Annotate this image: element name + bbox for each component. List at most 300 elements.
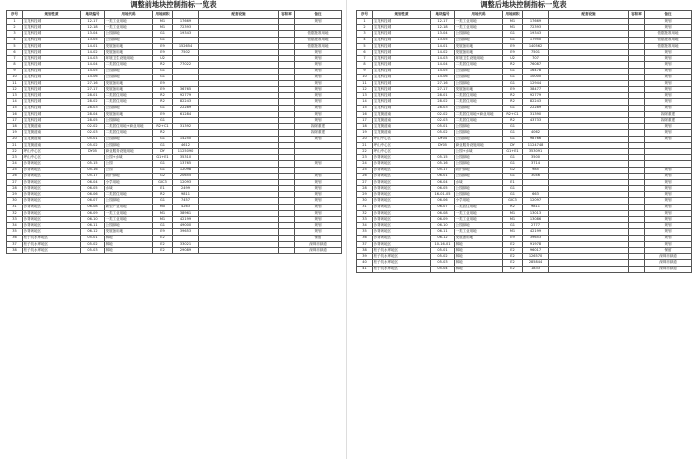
table-cell: 353091 [523, 148, 549, 154]
table-cell: 27-17 [81, 87, 105, 93]
header-cell: 序号 [7, 11, 23, 19]
table-cell: 13 [357, 93, 373, 99]
table-cell: E9 [503, 87, 523, 93]
table-cell: 规划 [645, 62, 692, 68]
table-cell: 小学用地 [105, 179, 153, 185]
table-cell: 13-05 [81, 37, 105, 43]
table-cell: 14-01 [81, 43, 105, 49]
table-cell: 公园绿地 [105, 31, 153, 37]
table-cell: 依据批准用地 [645, 43, 692, 49]
table-cell: 公园绿地 [105, 74, 153, 80]
table-cell: 15 [7, 105, 23, 111]
table-cell: 18 [357, 124, 373, 130]
table-cell: 26 [357, 173, 373, 179]
table-cell: 3500 [523, 155, 549, 161]
table-cell: E9 [503, 49, 523, 55]
table-cell: 宝龙科技城 [23, 37, 81, 43]
table-cell: 公园绿地 [455, 74, 503, 80]
table-cell: M1 [503, 19, 523, 25]
table-cell: 公园绿地 [455, 161, 503, 167]
table-cell: 42199 [173, 217, 199, 223]
table-cell: G1 [153, 74, 173, 80]
table-cell: 公园绿地 [105, 118, 153, 124]
table-cell: 4612 [173, 142, 199, 148]
table-cell: 3 [357, 31, 373, 37]
table-cell: 02-03 [431, 118, 455, 124]
table-cell: R2+C1 [153, 124, 173, 130]
table-cell: 规划 [645, 235, 692, 241]
table-cell: E1 [153, 186, 173, 192]
table-cell: 49000 [173, 223, 199, 229]
table-cell: 16 [357, 111, 373, 117]
table-cell: E9 [503, 235, 523, 241]
table-cell: 35 [7, 229, 23, 235]
table-cell: 宝龙街道南 [23, 130, 81, 136]
table-cell: 12098 [173, 167, 199, 173]
table-cell: 28-04 [81, 111, 105, 117]
table-cell: 29 [7, 192, 23, 198]
table-cell: 05-03 [81, 247, 105, 253]
table-cell: 防护绿地 [455, 167, 503, 173]
table-cell: 14-01 [431, 43, 455, 49]
table-cell: G1 [153, 105, 173, 111]
table-cell: 13-04 [431, 31, 455, 37]
table-cell: R2 [503, 62, 523, 68]
table-cell: 33021 [173, 241, 199, 247]
table-cell: R2 [503, 99, 523, 105]
table-cell: 98766 [523, 136, 549, 142]
table-cell: 宝龙科技城 [23, 80, 81, 86]
table-cell: 宝龙科技城 [373, 74, 431, 80]
table-cell: 06-04 [81, 179, 105, 185]
table-cell: 公园 [105, 167, 153, 173]
table-cell: 8 [357, 62, 373, 68]
table-cell: 05-04 [431, 266, 455, 272]
table-cell: 宝龙科技城 [373, 37, 431, 43]
before-adjustment-page [6, 0, 341, 459]
table-cell: 19 [7, 130, 23, 136]
table-cell: 二类居住用地+商业用地 [105, 124, 153, 130]
table-cell: 规划 [645, 99, 692, 105]
table-cell: 宝龙科技城 [23, 105, 81, 111]
table-cell: M1 [503, 25, 523, 31]
table-cell: 公园绿地 [455, 186, 503, 192]
table-cell: 12093 [173, 179, 199, 185]
table-cell: 发展备用地 [455, 235, 503, 241]
table-cell: 05-16 [81, 167, 105, 173]
table-cell: 15 [357, 105, 373, 111]
table-cell: 一类工业用地 [105, 19, 153, 25]
table-cell: M1 [153, 210, 173, 216]
table-cell: 沙背坜地区 [373, 179, 431, 185]
table-cell: 126570 [523, 254, 549, 260]
table-cell: G1 [153, 167, 173, 173]
table-cell: 规划 [645, 186, 692, 192]
table-cell: 27-16 [81, 80, 105, 86]
table-cell: 19343 [173, 31, 199, 37]
header-cell: 备注 [295, 11, 342, 19]
table-cell: 宝龙科技城 [373, 25, 431, 31]
table-cell: 公园绿地 [455, 37, 503, 43]
table-cell [629, 266, 645, 272]
table-cell: 发展备用地 [105, 49, 153, 55]
table-cell [549, 266, 629, 272]
table-cell: 规划 [295, 186, 342, 192]
table-cell: 规划 [645, 217, 692, 223]
table-cell: 17 [7, 118, 23, 124]
table-cell: 31390 [523, 111, 549, 117]
table-cell: 7 [357, 56, 373, 62]
table-cell: 02-02 [81, 124, 105, 130]
header-cell: 配套设施 [549, 11, 629, 19]
table-cell: 拆除重建 [645, 111, 692, 117]
table-cell: 规划 [645, 19, 692, 25]
table-cell: 沙背坜地区 [23, 179, 81, 185]
table-cell: G1 [153, 198, 173, 204]
table-cell: 11 [357, 80, 373, 86]
table-cell: 坪山中心区 [373, 142, 431, 148]
table-cell: DY04 [431, 136, 455, 142]
table-cell: 规划 [645, 80, 692, 86]
table-cell: 06-01 [431, 173, 455, 179]
table-cell: 24 [7, 161, 23, 167]
table-cell: 宝龙科技城 [23, 62, 81, 68]
table-cell: 宝龙科技城 [373, 105, 431, 111]
table-cell: E2 [153, 247, 173, 253]
table-cell: 林地 [455, 260, 503, 266]
header-cell: 规划性质 [23, 11, 81, 19]
table-cell: 松子坑水库地区 [373, 266, 431, 272]
table-cell: 28 [7, 186, 23, 192]
table-row [357, 266, 692, 272]
table-cell: 06-07 [81, 198, 105, 204]
table-cell: 规划 [295, 19, 342, 25]
header-cell: 地块编号 [431, 11, 455, 19]
table-cell: 规划 [295, 68, 342, 74]
table-cell: 31392 [173, 124, 199, 130]
table-cell: G1 [153, 31, 173, 37]
table-cell: E2 [503, 266, 523, 272]
table-cell: 宝龙街道南 [23, 124, 81, 130]
table-cell: 公园绿地 [105, 198, 153, 204]
table-cell: 06-06 [431, 198, 455, 204]
table-cell: 商业服务设施用地 [105, 148, 153, 154]
after-table-header [357, 11, 692, 19]
table-cell: 规划 [645, 136, 692, 142]
table-cell: 14250 [173, 136, 199, 142]
table-cell: 21 [357, 142, 373, 148]
table-cell: 05-02 [81, 142, 105, 148]
table-cell: 规划 [645, 68, 692, 74]
table-cell: 82243 [523, 99, 549, 105]
table-cell: 林地 [105, 235, 153, 241]
table-cell: 发展备用地 [455, 49, 503, 55]
table-cell: E9 [153, 229, 173, 235]
table-cell: 13-04 [81, 31, 105, 37]
table-cell: 285844 [523, 260, 549, 266]
table-cell: 规划 [295, 192, 342, 198]
table-cell: 宝龙科技城 [373, 62, 431, 68]
table-cell: 林地 [455, 266, 503, 272]
table-cell: 10-16-01 [431, 241, 455, 247]
table-cell: 22 [357, 148, 373, 154]
table-cell: 宝龙科技城 [373, 43, 431, 49]
table-cell: 沙背坜地区 [23, 192, 81, 198]
table-cell: 20 [7, 136, 23, 142]
table-cell: 16 [7, 111, 23, 117]
table-cell: 一类工业用地 [455, 19, 503, 25]
table-cell: 规划 [645, 229, 692, 235]
table-cell: 06-08 [81, 204, 105, 210]
table-cell: 1124748 [523, 142, 549, 148]
table-cell: 宝龙科技城 [373, 19, 431, 25]
table-cell: 宝龙科技城 [23, 43, 81, 49]
table-cell: 依据批准用地 [645, 31, 692, 37]
table-cell: 12-18 [431, 25, 455, 31]
table-cell: G1 [153, 118, 173, 124]
table-cell: G1 [503, 80, 523, 86]
table-cell: G1 [503, 68, 523, 74]
table-cell: 29 [357, 192, 373, 198]
table-cell: 05-01 [431, 124, 455, 130]
table-cell: 39653 [523, 235, 549, 241]
table-cell: 规划 [645, 124, 692, 130]
table-cell: 宝龙街道南 [373, 118, 431, 124]
table-cell: 规划 [645, 56, 692, 62]
table-cell: 76087 [523, 62, 549, 68]
table-cell: R2 [503, 93, 523, 99]
table-cell: 新型产业用地 [105, 204, 153, 210]
table-cell: 28-01 [81, 93, 105, 99]
table-cell: 保留 [645, 247, 692, 253]
table-cell: 27-17 [431, 87, 455, 93]
table-cell: 05-17 [431, 167, 455, 173]
table-cell: 1 [357, 19, 373, 25]
table-cell: G1 [503, 31, 523, 37]
table-cell: 规划 [645, 167, 692, 173]
table-cell: 公园绿地 [105, 136, 153, 142]
table-cell: DY05 [431, 142, 455, 148]
table-cell: 宝龙科技城 [23, 56, 81, 62]
table-cell: 38 [7, 247, 23, 253]
header-cell [173, 11, 199, 19]
table-cell: 规划 [295, 210, 342, 216]
table-cell: 152654 [173, 43, 199, 49]
table-cell: 公园+水域 [455, 148, 503, 154]
table-cell: 9811 [173, 192, 199, 198]
table-cell: 06-07 [431, 204, 455, 210]
table-cell: 36 [357, 235, 373, 241]
header-cell: 规划性质 [373, 11, 431, 19]
table-cell: 公园绿地 [455, 68, 503, 74]
table-cell: 05-03 [431, 260, 455, 266]
table-cell: G1 [153, 223, 173, 229]
table-cell: M0 [153, 204, 173, 210]
table-cell: 依据批准用地 [645, 37, 692, 43]
table-cell: 沙背坜地区 [373, 241, 431, 247]
table-cell: 发展备用地 [105, 80, 153, 86]
table-cell: E9 [153, 87, 173, 93]
table-cell: 公园绿地 [455, 31, 503, 37]
table-cell: 宝龙科技城 [373, 87, 431, 93]
table-cell: 06-12 [431, 235, 455, 241]
table-cell: 39 [357, 254, 373, 260]
table-cell: 发展备用地 [455, 87, 503, 93]
table-cell: G1 [503, 186, 523, 192]
table-cell: 4 [357, 37, 373, 43]
table-cell: 规划 [295, 111, 342, 117]
table-cell: GIC3 [153, 179, 173, 185]
table-cell: 水域 [105, 186, 153, 192]
table-cell: 规划 [295, 136, 342, 142]
table-cell: 公园绿地 [455, 192, 503, 198]
table-cell: 06-08 [431, 210, 455, 216]
table-cell: 发展备用地 [105, 229, 153, 235]
table-cell: 宝龙科技城 [373, 68, 431, 74]
table-cell: 7502 [173, 49, 199, 55]
table-cell: 规划 [645, 192, 692, 198]
table-cell: R2 [153, 130, 173, 136]
table-cell: 29089 [173, 247, 199, 253]
header-cell [523, 11, 549, 19]
table-cell: 14-02 [81, 49, 105, 55]
table-cell: 25 [357, 167, 373, 173]
page-divider [346, 0, 347, 459]
table-cell: 12-17 [81, 19, 105, 25]
table-cell: 商业服务设施用地 [455, 142, 503, 148]
table-cell: E2 [503, 247, 523, 253]
table-cell: 二类居住用地 [455, 62, 503, 68]
table-cell: 宝龙街道南 [373, 124, 431, 130]
table-cell: 2 [357, 25, 373, 31]
table-cell: 宝龙科技城 [23, 74, 81, 80]
table-cell: 06-10 [431, 223, 455, 229]
table-cell: 宝龙科技城 [23, 19, 81, 25]
table-cell: 05-15 [431, 155, 455, 161]
before-table-title: 调整前地块控制指标一览表 [130, 0, 217, 9]
table-cell: 7457 [173, 198, 199, 204]
table-cell: R2 [503, 118, 523, 124]
table-cell: 规划 [645, 130, 692, 136]
table-cell: G1 [153, 161, 173, 167]
table-cell: 深圳市绿道 [645, 260, 692, 266]
table-cell: 33 [7, 217, 23, 223]
table-cell: 24 [357, 161, 373, 167]
table-cell: 宝龙科技城 [23, 118, 81, 124]
table-cell: 坪山中心区 [23, 155, 81, 161]
table-cell: 深圳市绿道 [645, 254, 692, 260]
table-cell: 1125090 [173, 148, 199, 154]
table-cell: 25 [7, 167, 23, 173]
table-cell: G1 [503, 130, 523, 136]
table-cell: 06-10 [81, 217, 105, 223]
table-cell: 28-05 [81, 118, 105, 124]
table-cell: 发展备用地 [105, 111, 153, 117]
table-cell: 规划 [295, 49, 342, 55]
table-cell: 坪山中心区 [373, 136, 431, 142]
table-cell: M1 [153, 25, 173, 31]
table-cell: 规划 [645, 198, 692, 204]
table-cell: G1 [153, 136, 173, 142]
after-table [356, 10, 692, 273]
table-cell: 14 [7, 99, 23, 105]
table-cell: 沙背坜地区 [23, 173, 81, 179]
table-cell: 依据批准用地 [295, 43, 342, 49]
after-adjustment-page [356, 0, 691, 459]
table-cell: 4263 [173, 204, 199, 210]
table-cell: 06-11 [431, 229, 455, 235]
table-cell: 公园绿地 [105, 223, 153, 229]
table-cell: 1 [7, 19, 23, 25]
table-cell: 一类工业用地 [105, 210, 153, 216]
table-cell: G1 [503, 192, 523, 198]
table-cell: 深圳市绿道 [295, 241, 342, 247]
table-cell: 28-02 [431, 99, 455, 105]
table-cell [199, 247, 279, 253]
table-cell: 松子坑水库地区 [23, 235, 81, 241]
table-cell: M1 [153, 19, 173, 25]
table-row [7, 247, 342, 253]
table-cell: G2 [503, 167, 523, 173]
table-cell: 14-04 [81, 62, 105, 68]
table-cell: 20655 [173, 173, 199, 179]
before-table-header [7, 11, 342, 19]
table-cell: 34 [7, 223, 23, 229]
header-cell: 用地面积 [503, 11, 523, 19]
table-cell: 13013 [523, 210, 549, 216]
table-cell: M1 [153, 217, 173, 223]
table-cell: G1 [503, 105, 523, 111]
table-cell: 4062 [523, 130, 549, 136]
table-cell: 一类工业用地 [105, 217, 153, 223]
table-cell: 6 [357, 49, 373, 55]
table-cell: 28-03 [81, 105, 105, 111]
table-cell: 小学用地 [455, 198, 503, 204]
table-cell: 23 [7, 155, 23, 161]
table-cell: 规划 [645, 179, 692, 185]
table-cell: 8 [7, 62, 23, 68]
table-cell: 沙背坜地区 [23, 204, 81, 210]
table-cell: GIC3 [503, 198, 523, 204]
table-cell: 9 [7, 68, 23, 74]
table-cell: 宝龙科技城 [373, 93, 431, 99]
table-cell: 林地 [455, 254, 503, 260]
table-cell: 公园绿地 [105, 68, 153, 74]
table-cell: 31 [7, 204, 23, 210]
table-cell: 沙背坜地区 [373, 235, 431, 241]
header-cell: 容积率 [629, 11, 645, 19]
table-cell: DY [503, 142, 523, 148]
table-cell: 05-01 [81, 136, 105, 142]
table-cell: 7 [7, 56, 23, 62]
table-cell: 12097 [523, 198, 549, 204]
table-cell: E2 [503, 260, 523, 266]
table-cell: 公园绿地 [105, 105, 153, 111]
table-cell: 沙背坜地区 [23, 223, 81, 229]
table-cell: 规划 [295, 99, 342, 105]
table-cell: 宝龙科技城 [373, 49, 431, 55]
table-cell: 公园 [105, 161, 153, 167]
table-cell: 12 [7, 87, 23, 93]
table-cell: 22 [7, 148, 23, 154]
table-cell: 规划 [295, 161, 342, 167]
table-cell: 环境卫生设施用地 [455, 56, 503, 62]
table-cell: 20 [357, 136, 373, 142]
table-cell: 规划 [645, 93, 692, 99]
table-cell: 22289 [173, 105, 199, 111]
table-cell: 沙背坜地区 [373, 217, 431, 223]
table-cell: 宝龙科技城 [23, 68, 81, 74]
